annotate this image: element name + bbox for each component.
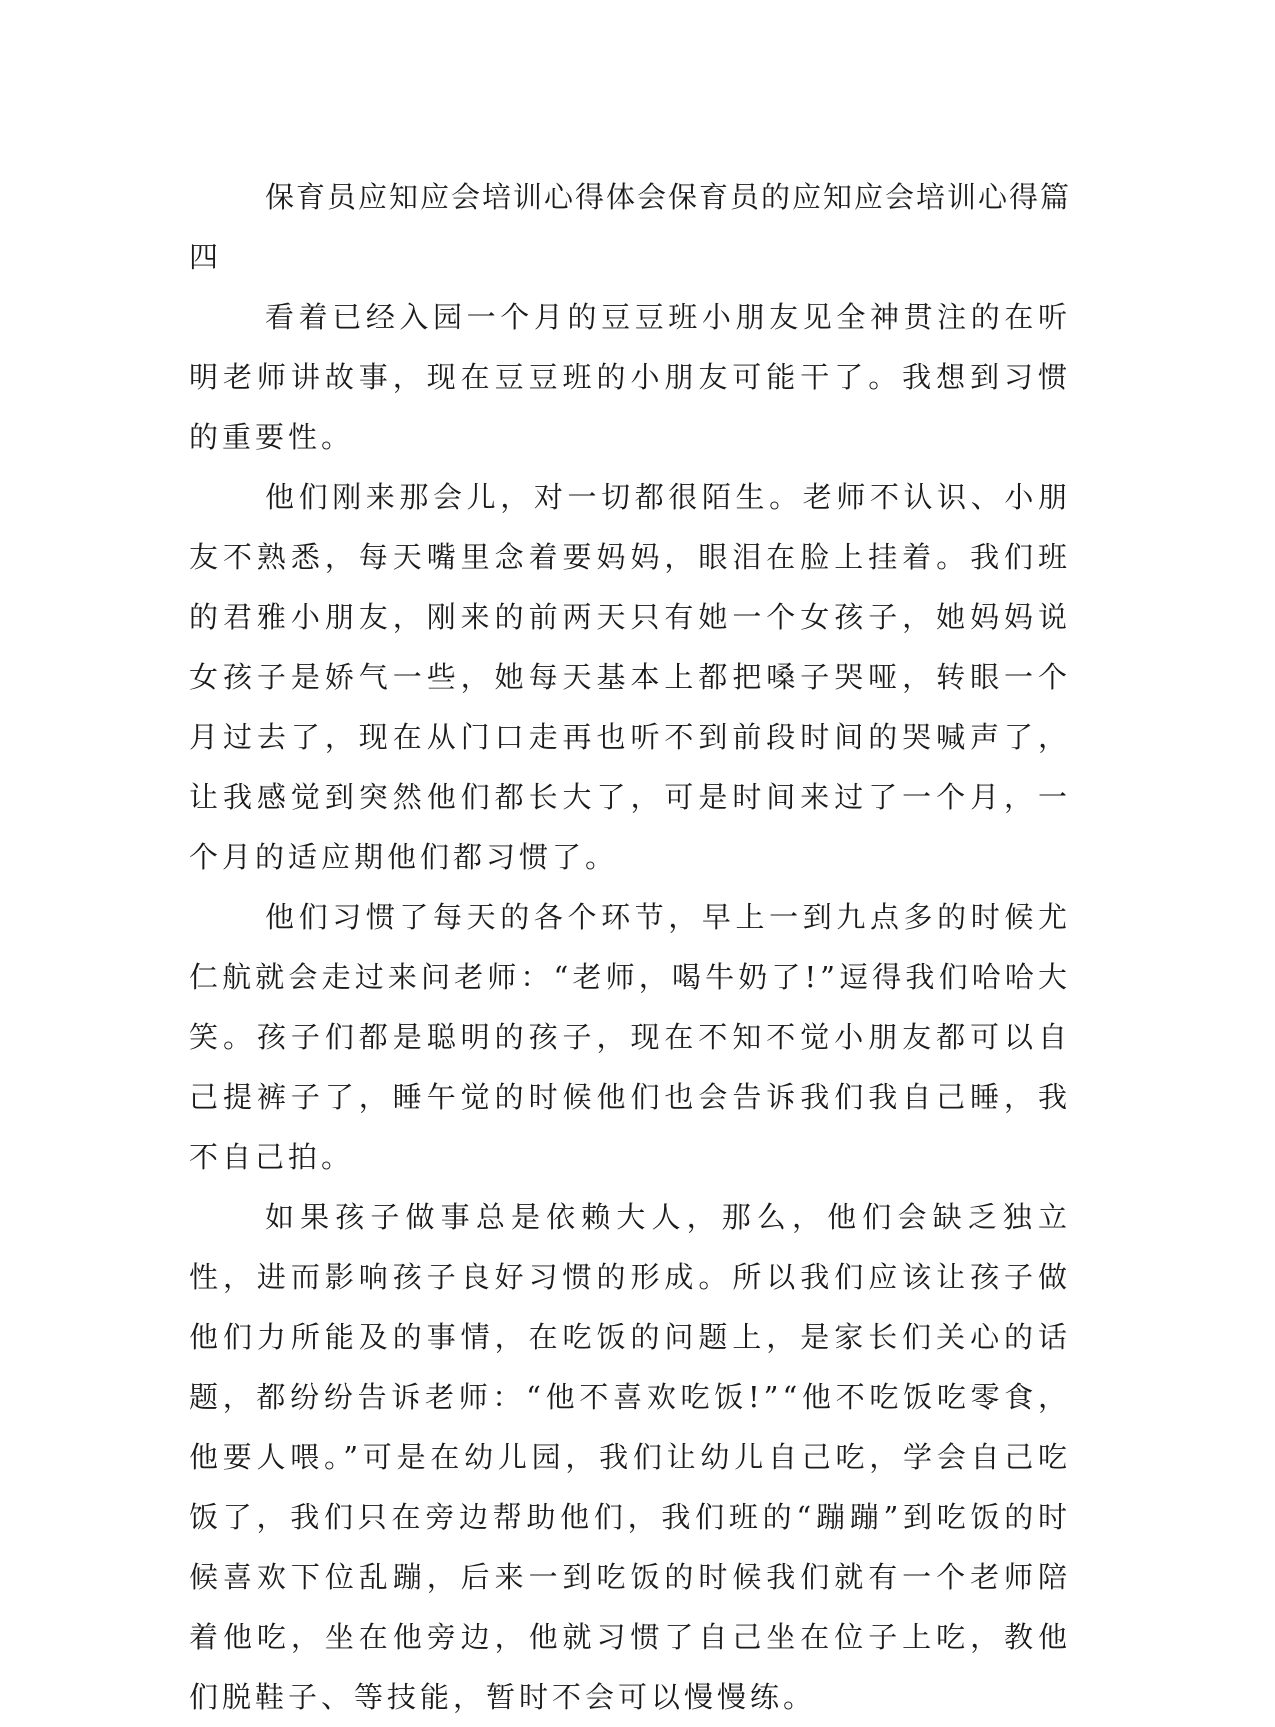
document-body bbox=[189, 167, 1071, 1727]
paragraph-2: 他们刚来那会儿，对一切都很陌生。老师不认识、小朋友不熟悉，每天嘴里念着要妈妈，眼泪在脸上挂着。我们班的君雅小朋友，刚来的前两天只有她一个女孩子，她妈妈说女孩子是娇气一些，她每天基本上都把嗓子哭哑，转眼一个月过去了，现在从门口走再也听不到前段时间的哭喊声了，让我感觉到突然他们都长大了，可是时间来过了一个月，一个月的适应期他们都习惯了。 bbox=[189, 480, 1071, 874]
document-title: 保育员应知应会培训心得体会保育员的应知应会培训心得篇四 bbox=[189, 180, 1072, 274]
paragraph-4: 如果孩子做事总是依赖大人，那么，他们会缺乏独立性，进而影响孩子良好习惯的形成。所以我们应该让孩子做他们力所能及的事情，在吃饭的问题上，是家长们关心的话题，都纷纷告诉老师：“他不喜欢吃饭!”“他不吃饭吃零食，他要人喂。”可是在幼儿园，我们让幼儿自己吃，学会自己吃饭了，我们只在旁边帮助他们，我们班的“蹦蹦”到吃饭的时候喜欢下位乱蹦，后来一到吃饭的时候我们就有一个老师陪着他吃，坐在他旁边，他就习惯了自己坐在位子上吃，教他们脱鞋子、等技能，暂时不会可以慢慢练。 bbox=[189, 1200, 1071, 1714]
paragraph-1: 看着已经入园一个月的豆豆班小朋友见全神贯注的在听明老师讲故事，现在豆豆班的小朋友可能干了。我想到习惯的重要性。 bbox=[189, 300, 1071, 454]
paragraph-3: 他们习惯了每天的各个环节，早上一到九点多的时候尤仁航就会走过来问老师：“老师，喝牛奶了!”逗得我们哈哈大笑。孩子们都是聪明的孩子，现在不知不觉小朋友都可以自己提裤子了，睡午觉的时候他们也会告诉我们我自己睡，我不自己拍。 bbox=[189, 900, 1071, 1174]
